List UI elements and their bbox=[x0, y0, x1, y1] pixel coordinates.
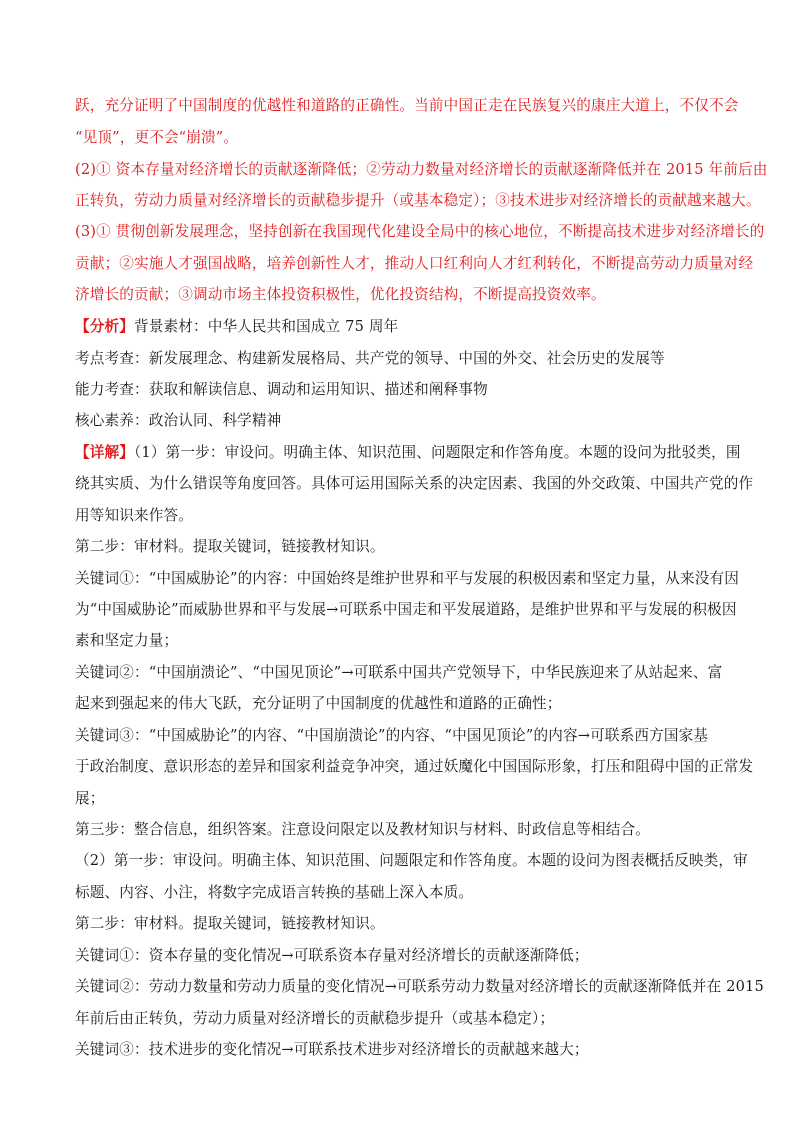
detail-line: 第三步：整合信息，组织答案。注意设问限定以及教材知识与材料、时政信息等相结合。 bbox=[75, 821, 651, 838]
detail-label: 【详解】 bbox=[75, 444, 134, 461]
detail-line: 第二步：审材料。提取关键词，链接教材知识。 bbox=[75, 915, 385, 932]
detail-line: 关键词②：劳动力数量和劳动力质量的变化情况→可联系劳动力数量对经济增长的贡献逐渐降低并在 2015 bbox=[75, 978, 764, 995]
detail-line: 素和坚定力量； bbox=[75, 632, 179, 649]
detail-line: 标题、内容、小注，将数字完成语言转换的基础上深入本质。 bbox=[75, 884, 474, 901]
detail-line: 关键词③：技术进步的变化情况→可联系技术进步对经济增长的贡献越来越大； bbox=[75, 1041, 589, 1058]
answer-line: “见顶”，更不会“崩溃”。 bbox=[75, 129, 239, 146]
analysis-line bbox=[75, 317, 398, 337]
detail-line: 年前后由正转负，劳动力质量对经济增长的贡献稳步提升（或基本稳定）； bbox=[75, 1010, 555, 1027]
detail-line: 展； bbox=[75, 790, 105, 807]
detail-text: （1）第一步：审设问。明确主体、知识范围、问题限定和作答角度。本题的设问为批驳类，围 bbox=[133, 444, 741, 461]
answer-line: (2)① 资本存量对经济增长的贡献逐渐降低；②劳动力数量对经济增长的贡献逐渐降低并在 2015 年前后由 bbox=[75, 161, 768, 178]
detail-line: （2）第一步：审设问。明确主体、知识范围、问题限定和作答角度。本题的设问为图表概括反映类，审 bbox=[75, 852, 748, 869]
detail-line: 用等知识来作答。 bbox=[75, 507, 193, 524]
analysis-line: 考点考查：新发展理念、构建新发展格局、共产党的领导、中国的外交、社会历史的发展等 bbox=[75, 350, 665, 367]
detail-line: 于政治制度、意识形态的差异和国家利益竞争冲突，通过妖魔化中国国际形象，打压和阻碍中国的正常发 bbox=[75, 758, 754, 775]
answer-line: 正转负，劳动力质量对经济增长的贡献稳步提升（或基本稳定）；③技术进步对经济增长的贡献越来越大。 bbox=[75, 192, 761, 209]
detail-line: 关键词①：“中国威胁论”的内容：中国始终是维护世界和平与发展的积极因素和坚定力量，从来没有因 bbox=[75, 570, 739, 587]
analysis-line: 核心素养：政治认同、科学精神 bbox=[75, 412, 282, 429]
answer-line: 济增长的贡献；③调动市场主体投资积极性，优化投资结构，不断提高投资效率。 bbox=[75, 286, 606, 303]
answer-line: 贡献；②实施人才强国战略，培养创新性人才，推动人口红利向人才红利转化，不断提高劳动力质量对经 bbox=[75, 255, 754, 272]
detail-line: 绕其实质、为什么错误等角度回答。具体可运用国际关系的决定因素、我国的外交政策、中国共产党的作 bbox=[75, 475, 754, 492]
detail-line: 关键词③：“中国威胁论”的内容、“中国崩溃论”的内容、“中国见顶论”的内容→可联系西方国家基 bbox=[75, 727, 709, 744]
detail-line: 关键词①：资本存量的变化情况→可联系资本存量对经济增长的贡献逐渐降低； bbox=[75, 947, 589, 964]
detail-line: 为“中国威胁论”而威胁世界和平与发展→可联系中国走和平发展道路，是维护世界和平与发展的积极因 bbox=[75, 601, 737, 618]
analysis-line: 能力考查：获取和解读信息、调动和运用知识、描述和阐释事物 bbox=[75, 381, 488, 398]
analysis-text: 背景素材：中华人民共和国成立 75 周年 bbox=[133, 318, 399, 335]
answer-line: (3)① 贯彻创新发展理念，坚持创新在我国现代化建设全局中的核心地位，不断提高技术进步对经济增长的 bbox=[75, 223, 765, 240]
analysis-label: 【分析】 bbox=[75, 318, 134, 335]
detail-line: 第二步：审材料。提取关键词，链接教材知识。 bbox=[75, 538, 385, 555]
detail-line bbox=[75, 443, 741, 463]
detail-line: 关键词②：“中国崩溃论”、“中国见顶论”→可联系中国共产党领导下，中华民族迎来了从站起来、富 bbox=[75, 664, 723, 681]
answer-line: 跃，充分证明了中国制度的优越性和道路的正确性。当前中国正走在民族复兴的康庄大道上，不仅不会 bbox=[75, 97, 739, 114]
detail-line: 起来到强起来的伟大飞跃，充分证明了中国制度的优越性和道路的正确性； bbox=[75, 695, 562, 712]
